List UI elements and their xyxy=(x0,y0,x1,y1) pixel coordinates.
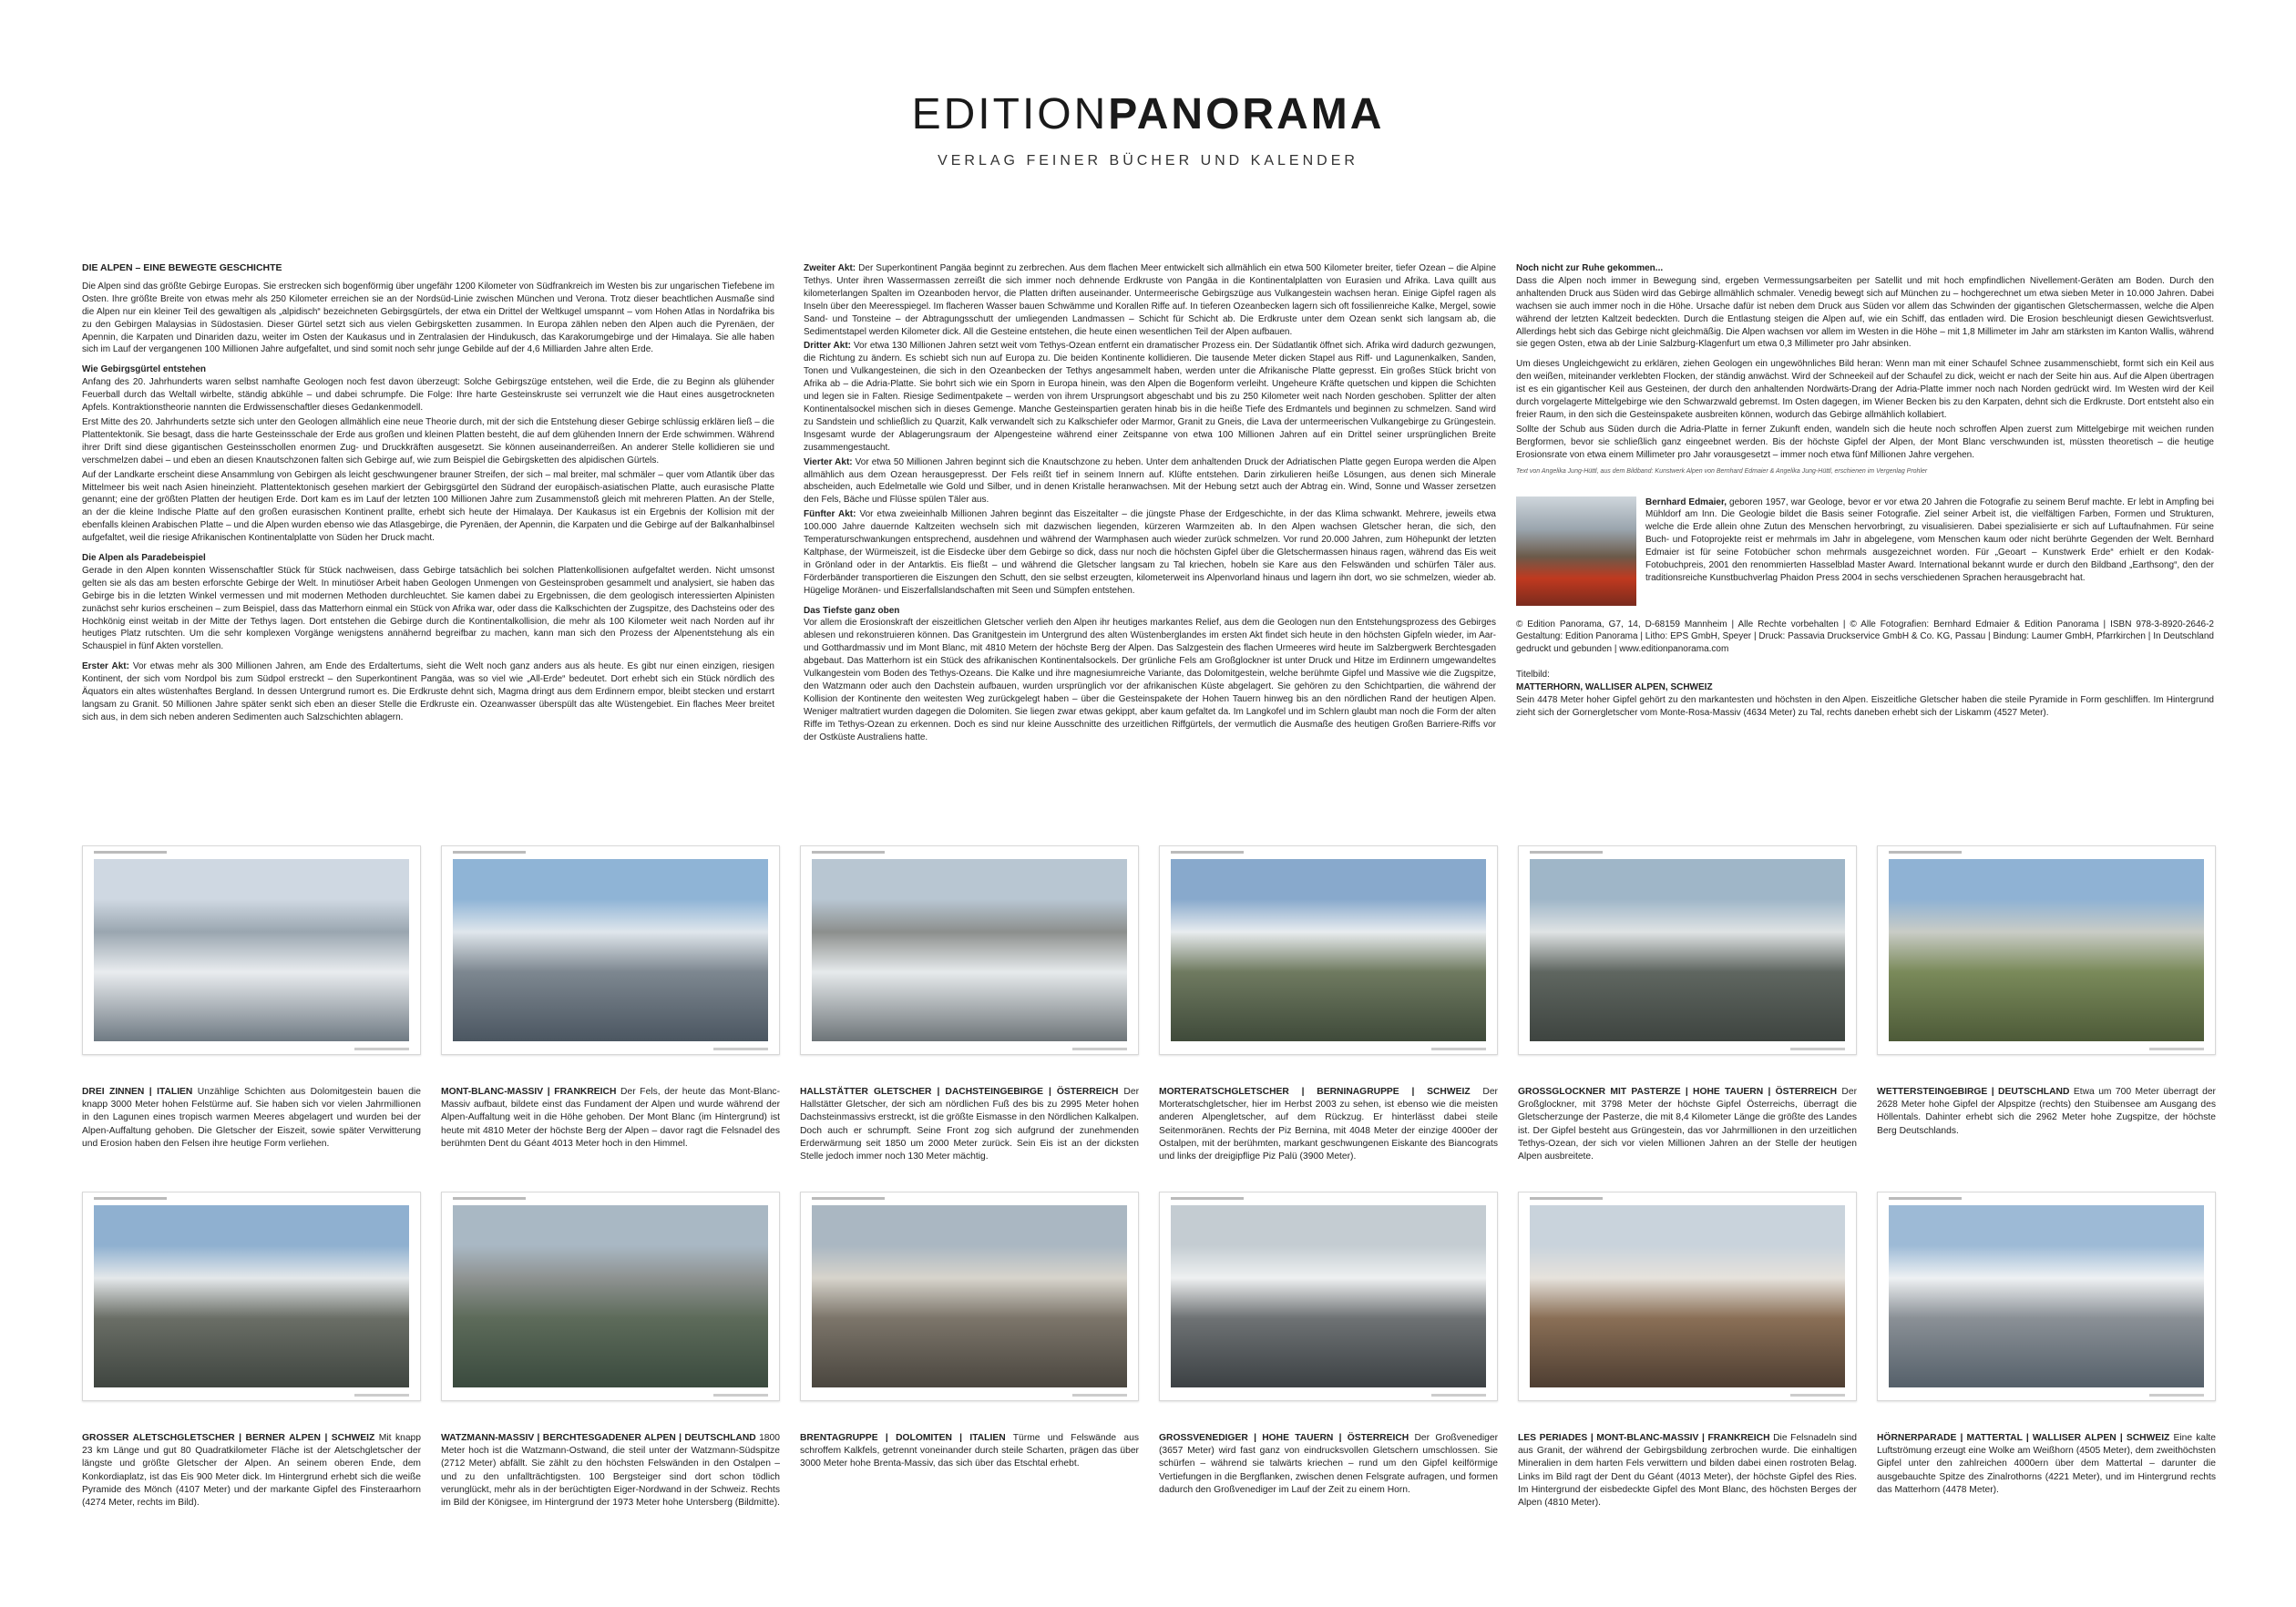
cover-caption-title: MATTERHORN, WALLISER ALPEN, SCHWEIZ xyxy=(1516,682,1713,693)
article-intro: Die Alpen sind das größte Gebirge Europas. Sie erstrecken sich bogenförmig über ungefähr 1200 Kilometer von Südfrankreich im Westen bis zur ungarischen Tiefebene im Osten. Ihre größte Breite von etwas mehr als 250 Kilometer erreichen sie an der Nordsüd-Linie zwischen München und Verona. Trotz dieser beachtlichen Ausmaße sind die Alpen nur ein kleiner Teil des gewaltigen als „alpidisch“ bezeichneten Gebirgsgürtels, der etwa ein Drittel der Weltkugel umspannt – vom Hohen Atlas in Nordafrika bis zu den Gebirgen Malaysias in Südostasien. Dieser Gürtel setzt sich aus vielen Gebirgsketten zusammen. In Europa zählen neben den Alpen auch die Pyrenäen, der Apennin, die Karpaten und Dinariden dazu, weiter im Osten der Kaukasus und in Zentralasien der Hindukusch, das Karakorumgebirge und der Himalaya. Sie alle haben sich im Lauf der vergangenen 100 Millionen Jahre aufgefaltet, und sind somit noch sehr junge Gebilde auf der 4,6 Milliarden Jahre alten Erde. xyxy=(82,281,774,355)
month-caption xyxy=(1877,1432,2216,1497)
act-label: Erster Akt: xyxy=(82,661,129,672)
month-card xyxy=(1159,1192,1498,1401)
brand-light: EDITION xyxy=(911,90,1109,138)
act-text: Vor etwas mehr als 300 Millionen Jahren, am Ende des Erdaltertums, sieht die Welt noch ganz anders aus als heute. Es gibt nur einen einzigen, riesigen Kontinent, der sich vom Nordpol bis zum Südpol erstreckt – den Superkontinent Pangäa, was so viel wie „All-Erde“ bedeutet. Dort erhebt sich ein Stück nördlich des Äquators ein altes wüstenhaftes Bergland. In dessen Untergrund rumort es. Die Erdkruste dehnt sich, Magma dringt aus dem Erdinnern empor, bleibt stecken und erstarrt langsam zu Granit. 50 Millionen Jahre später senkt sich eben an dieser Stelle die Erdkruste ein. Ozeanwasser überspült das alte Wüstengebiet. Ein flaches Meer breitet sich aus, in dem sich neben anderen Sedimenten auch Salzschichten ablagern. xyxy=(82,661,774,722)
caption-text: Der Hallstätter Gletscher, der sich am nördlichen Fuß des bis zu 2995 Meter hohen Dachsteinmassivs erstreckt, ist die größte Eismasse in den Nördlichen Kalkalpen. Doch auch er schrumpft. Seine Front zog sich aufgrund der zunehmenden Erderwärmung seit 1850 um 2000 Meter zurück. Sein Eis ist an der dicksten Stelle jedoch immer noch 130 Meter mächtig. xyxy=(800,1087,1140,1162)
card-footer-line xyxy=(354,1048,409,1050)
month-card xyxy=(800,1192,1139,1401)
month-card xyxy=(800,845,1139,1055)
caption-text: Türme und Felswände aus schroffem Kalkfels, getrennt voneinander durch steile Scharten, prägen das über 3000 Meter hohe Brenta-Massiv, das sich über das Etschtal erhebt. xyxy=(800,1433,1139,1469)
month-caption xyxy=(441,1086,780,1151)
paragraph: Sollte der Schub aus Süden durch die Adria-Platte in ferner Zukunft enden, wandeln sich die heute noch schroffen Alpen zuerst zum Mittelgebirge mit weichen runden Bergformen, bevor sie schließlich ganz eingeebnet werden. Bis der höchste Gipfel der Alpen, der Mont Blanc verschwunden ist, müssten theoretisch – die heutige Erosionsrate von etwa einem Millimeter pro Jahr vorausgesetzt – immer noch etwa fünf Millionen Jahre vergehen. xyxy=(1516,424,2214,460)
paragraph: Gerade in den Alpen konnten Wissenschaftler Stück für Stück nachweisen, dass Gebirge tatsächlich bei solchen Plattenkollisionen aufgefaltet werden. Nicht umsonst gelten sie als das am besten erforschte Gebirge der Welt. In minutiöser Arbeit haben Geologen Unmengen von Gesteinsproben gesammelt und analysiert, sie haben das Gebirge bis in die letzten Winkel vermessen und mit modernen Methoden durchleuchtet. Sie kamen dabei zu Ergebnissen, die dem geologisch interessierten Alpinisten zunächst sehr kurios erscheinen – zum Beispiel, dass das Matterhorn einmal ein Stück von Afrika war, oder dass die Kalkschichten der Zugspitze, des Dachsteins oder des Hochkönig einst weitab in der Mitte der Tethys lagen. Dort entstehen die Gebirge durch die Kontinentalkollision, die mehr als 100 Kilometer weit nach Norden auf ihr heutiges Platz rutschten. Um die sehr komplexen Vorgänge wenigstens annähernd begreifbar zu machen, kann man sich den Prozess der Alpenentstehung als ein Schauspiel in fünf Akten vorstellen. xyxy=(82,565,774,652)
card-footer-line xyxy=(1072,1394,1127,1397)
act-text: Der Superkontinent Pangäa beginnt zu zerbrechen. Aus dem flachen Meer entwickelt sich allmählich ein etwa 500 Kilometer breiter, tiefer Ozean – die Alpine Tethys. Unter ihren Wassermassen zerreißt die sich immer noch dehnende Erdkruste von Pangäa in die Kontinentalplatten von Eurasien und Afrika. Lava quillt aus kilometerlangen Spalten im Ozeanboden hervor, die Platten driften auseinander. Untermeerische Gebirgszüge aus Vulkangestein wachsen heran. Einige Gipfel ragen als Inseln über den Meeresspiegel. Im flacheren Wasser bauen Schwämme und Korallen Riffe auf. In tieferen Ozeanbecken lagern sich oft fossilienreiche Kalke, Mergel, sowie Sand- und Tonsteine – der Abtragungsschutt der umliegenden Landmassen – Schicht für Schicht ab. Die Erdkruste unter dem Ozean senkt sich langsam ab, die Sedimentstapel werden Kilometer dick. All die Gesteine entstehen, die heute einen wesentlichen Teil der Alpen aufbauen. xyxy=(804,263,1496,337)
caption-title: MONT-BLANC-MASSIV | FRANKREICH xyxy=(441,1087,617,1097)
caption-title: DREI ZINNEN | ITALIEN xyxy=(82,1087,193,1097)
caption-title: HALLSTÄTTER GLETSCHER | DACHSTEINGEBIRGE | ÖSTERREICH xyxy=(800,1087,1119,1097)
card-header-line xyxy=(453,851,526,854)
caption-title: MORTERATSCHGLETSCHER | BERNINAGRUPPE | SCHWEIZ xyxy=(1159,1087,1471,1097)
caption-text: Der Morteratschgletscher, hier im Herbst 2003 zu sehen, ist ebenso wie die meisten anderen Alpengletscher, auf dem Rückzug. Er hinterlässt dabei steile Seitenmoränen. Rechts der Piz Bernina, mit 4048 Meter der einzige 4000er der Ostalpen, mit der berühmten, markant geschwungenen Eiskante des Biancograts und links der dreigipflige Piz Palü (3900 Meter). xyxy=(1159,1087,1498,1162)
month-caption xyxy=(82,1432,421,1510)
month-caption xyxy=(1877,1086,2216,1138)
mountain-photo xyxy=(94,1205,409,1387)
act-paragraph xyxy=(804,508,1496,597)
mountain-photo xyxy=(1530,1205,1845,1387)
card-header-line xyxy=(94,1197,167,1200)
month-card xyxy=(82,1192,421,1401)
section-heading: Das Tiefste ganz oben xyxy=(804,605,900,616)
card-header-line xyxy=(1530,851,1603,854)
caption-text: Der Großglockner, mit 3798 Meter der höchste Gipfel Österreichs, überragt die Gletscherzunge der Pasterze, die mit 8,4 Kilometer Länge die größte des Landes ist. Der Gipfel besteht aus Grüngestein, das vor Jahrmillionen in den urzeitlichen Tethys-Ozean, der sich vor vielen Millionen Jahren an der Stelle der heutigen Alpen ausbreitete. xyxy=(1518,1087,1857,1162)
mountain-photo xyxy=(94,859,409,1041)
caption-text: Etwa um 700 Meter überragt der 2628 Meter hohe Gipfel der Alpspitze (rechts) den Stuibensee am Ausgang des Höllentals. Dahinter erhebt sich die 2962 Meter hohe Zugspitze, der höchste Berg Deutschlands. xyxy=(1877,1087,2216,1136)
cover-caption xyxy=(1516,669,2214,720)
paragraph: Um dieses Ungleichgewicht zu erklären, ziehen Geologen ein ungewöhnliches Bild heran: Wenn man mit einer Schaufel Schnee zusammenschiebt, formt sich ein Keil aus den weißen, miteinander verklebten Flocken, der ständig anwächst. Wird der Schneekeil auf der Schaufel zu dick, weicht er nach der Seite hin aus. Auf die Alpen übertragen ist es ein gigantischer Keil aus Gesteinen, der durch den anhaltenden Nordwärts-Drang der Adria-Platte immer noch nach Norden gedrückt wird. Im Westen wird der Keil durch vorgelagerte Mittelgebirge wie den Schwarzwald gebremst. Im Osten dagegen, im Wiener Becken bis zu den Karpaten, dehnt sich die Erdkruste. Dort entsteht also ein freier Raum, in den sich die Gesteinspakete ausbreiten können, wodurch das Gebirge allmählich kollabiert. xyxy=(1516,359,2214,420)
caption-text: Der Fels, der heute das Mont-Blanc-Massiv aufbaut, bildete einst das Fundament der Alpen und wurde während der Alpen-Auffaltung weit in die Höhe gehoben. Der Mont Blanc (im Hintergrund) ist heute mit 4810 Meter der höchste Berg der Alpen – davor ragt die Felsnadel des berühmten Dent du Géant 4013 Meter hoch in den Himmel. xyxy=(441,1087,780,1149)
card-header-line xyxy=(812,851,885,854)
card-footer-line xyxy=(1072,1048,1127,1050)
caption-text: Die Felsnadeln sind aus Granit, der während der Gebirgsbildung zerbrochen wurde. Die einhaltigen Mineralien in dem harten Fels verwittern und bilden dabei einen rostroten Belag. Links im Bild ragt der Dent du Géant (4013 Meter), der höchste Gipfel des Ries. Im Hintergrund der eisbedeckte Gipfel des Mont Blanc, des höchsten Berges der Alpen (4810 Meter). xyxy=(1518,1433,1857,1509)
caption-text: 1800 Meter hoch ist die Watzmann-Ostwand, die steil unter der Watzmann-Südspitze (2712 Meter) abfällt. Sie zählt zu den höchsten Felswänden in den Ostalpen – und zu den unfallträchtigsten. 100 Bergsteiger sind dort schon tödlich verunglückt, mehr als in der berüchtigten Eiger-Nordwand in der Schweiz. Rechts im Bild der Königsee, im Hintergrund der 1973 Meter hohe Untersberg (Bildmitte). xyxy=(441,1433,781,1509)
act-text: Vor etwa zweieinhalb Millionen Jahren beginnt das Eiszeitalter – die jüngste Phase der Erdgeschichte, in der das Klima schwankt. Mehrere, jeweils etwa 100.000 Jahre dauernde Kaltzeiten wechseln sich mit dazwischen liegenden, kürzeren Warmzeiten ab. In den Alpen wachsen Gletscher heran, die sich, den Temperaturschwankungen entsprechend, ausdehnen und während der Warmphasen auch wieder zurück schmelzen. Vor rund 20.000 Jahren, zum Höhepunkt der letzten Kaltphase, der Würmeiszeit, ist die Eisdecke über dem Gebirge so dick, dass nur noch die höchsten Gipfel über die Gletschermassen hinaus ragen, während das Eis weit in Grönland oder in der Antarktis. Eis fließt – und während die Gletscher langsam zu Tal kriechen, hobeln sie Kare aus den Felswänden und schürfen Täler aus. Förderbänder transportieren die Eiszungen den Schutt, den sie selbst erzeugten, kilometerweit ins Alpenvorland hinaus und lagern ihn dort, wo sie schmelzen, wieder ab. Hügelige Moränen- und Eiszerfallslandschaften mit Seen und Sümpfen entstehen. xyxy=(804,509,1496,596)
month-card xyxy=(441,845,780,1055)
caption-title: GROSSER ALETSCHGLETSCHER | BERNER ALPEN | SCHWEIZ xyxy=(82,1433,375,1443)
mountain-photo xyxy=(1171,859,1486,1041)
caption-title: GROSSGLOCKNER MIT PASTERZE | HOHE TAUERN | ÖSTERREICH xyxy=(1518,1087,1838,1097)
mountain-photo xyxy=(1889,859,2204,1041)
card-header-line xyxy=(453,1197,526,1200)
card-footer-line xyxy=(2149,1048,2204,1050)
brand-logo xyxy=(0,90,2296,138)
card-header-line xyxy=(94,851,167,854)
month-card xyxy=(1518,1192,1857,1401)
month-card xyxy=(441,1192,780,1401)
act-label: Fünfter Akt: xyxy=(804,509,856,520)
month-caption xyxy=(1518,1086,1857,1163)
caption-text: Unzählige Schichten aus Dolomitgestein bauen die knapp 3000 Meter hohen Felstürme auf. Sie haben sich vor vielen Jahrmillionen in den Lagunen eines tropisch warmen Meeres abgelagert und wurden bei der Alpen-Auffaltung gehoben. Die Gletscher der Eiszeit, sowie später Verwitterung und Erosion haben den Felsen ihre heutige Form verliehen. xyxy=(82,1087,421,1149)
section-heading: Noch nicht zur Ruhe gekommen... xyxy=(1516,263,1664,273)
caption-text: Eine kalte Luftströmung erzeugt eine Wolke am Weißhorn (4505 Meter), dem zweithöchsten Gipfel unter den zahlreichen 4000ern über dem Mattertal – darunter die ausgebauchte Spitze des Zinalrothorns (4221 Meter), und im Hintergrund rechts das Matterhorn (4478 Meter). xyxy=(1877,1433,2216,1495)
card-footer-line xyxy=(713,1394,768,1397)
month-caption xyxy=(800,1432,1139,1471)
paragraph: Dass die Alpen noch immer in Bewegung sind, ergeben Vermessungsarbeiten per Satellit und mit hoch empfindlichen Nivellement-Geräten am Boden. Durch den anhaltenden Druck aus Süden wird das Gebirge allmählich schmaler. Venedig bewegt sich auf München zu – hochgerechnet um etwa sieben Meter in 10.000 Jahren. Dabei wachsen sie auch immer noch in die Höhe. Ursache dafür ist neben dem Druck aus Süden vor allem das Schwinden der gigantischen Gletschermassen, welche die Alpen während der letzten Kaltzeit bedeckten. Durch die Entlastung steigen die Alpen auf, wie ein Schiff, das entladen wird. Die Erosion beschleunigt diesen Gewichtsverlust. Allerdings hebt sich das Gebirge nicht gleichmäßig. Die Alpen wachsen vor allem im Westen in die Höhe – mit 1,8 Millimeter im Jahr am stärksten im Kanton Wallis, während sie gegen Osten, etwa ab der Linie Salzburg-Klagenfurt um etwa 0,3 Millimeter pro Jahr absinken. xyxy=(1516,275,2214,350)
card-header-line xyxy=(1889,1197,1962,1200)
card-footer-line xyxy=(1790,1048,1845,1050)
article-title: DIE ALPEN – EINE BEWEGTE GESCHICHTE xyxy=(82,262,282,273)
card-footer-line xyxy=(1431,1048,1486,1050)
act-label: Zweiter Akt: xyxy=(804,263,856,273)
mountain-photo xyxy=(1530,859,1845,1041)
mountain-photo xyxy=(812,1205,1127,1387)
article-column-2 xyxy=(804,262,1496,746)
act-label: Vierter Akt: xyxy=(804,456,853,467)
month-card xyxy=(1877,845,2216,1055)
caption-title: GROSSVENEDIGER | HOHE TAUERN | ÖSTERREICH xyxy=(1159,1433,1409,1443)
act-label: Dritter Akt: xyxy=(804,341,851,352)
card-footer-line xyxy=(354,1394,409,1397)
act-paragraph xyxy=(804,340,1496,454)
paragraph: Erst Mitte des 20. Jahrhunderts setzte sich unter den Geologen allmählich eine neue Theorie durch, mit der sich die Entstehung dieser Gebirge schlüssig erklären ließ – die Plattentektonik. Sie besagt, dass die harte Gesteinsschale der Erde aus großen und kleinen Platten besteht, die auf dem glühenden Innern der Erde schwimmen. Während ihrer Drift sind diese gigantischen Gesteinsschollen enormen Zug- und Druckkräften ausgesetzt. Sie können auseinanderreißen. An anderer Stelle kollidieren sie und verschmelzen dabei – und eben an diesen Knautschzonen falten sich Gebirge auf, wie zum Beispiel die Gebirgsketten des alpidischen Gürtels. xyxy=(82,416,774,466)
month-caption xyxy=(441,1432,780,1510)
paragraph: Auf der Landkarte erscheint diese Ansammlung von Gebirgen als leicht geschwungener brauner Streifen, der sich – mal breiter, mal schmäler – quer vom Atlantik über das Mittelmeer bis weit nach Asien hineinzieht. Plattentektonisch gesehen markiert der Gebirgsgürtel den Südrand der europäisch-asiatischen Platte, auch eurasische Platte genannt; eine der größten Platten der heutigen Erde. Dort kam es im Lauf der letzten 100 Millionen Jahre zum Zusammenstoß gleich mit mehreren Platten. An der Stelle, an der die kleine Indische Platte auf den großen eurasischen Kontinent prallte, erhebt sich heute der Himalaya. Der Kaukasus ist ein Ergebnis der Kollision mit der ebenfalls kleinen Arabischen Platte – und die Alpen wurden ebenso wie das Atlasgebirge, die Pyrenäen, der Apennin, die Karpaten und die Gebirge auf der Balkanhalbinsel aufgefaltet, weil die riesige Afrikanischen Kontinentalplatte von Süden her Druck macht. xyxy=(82,469,774,544)
section-heading: Die Alpen als Paradebeispiel xyxy=(82,553,206,564)
caption-text: Der Großvenediger (3657 Meter) wird fast ganz von eindrucksvollen Gletschern umschlossen. Sie schürfen – während sie talwärts kriechen – rund um den Gipfel keilförmige Vertiefungen in die Bergflanken, zwischen denen Felsgrate aufragen, und formen dadurch den Großvenediger im Lauf der Zeit zu einem Horn. xyxy=(1159,1433,1498,1495)
imprint: © Edition Panorama, G7, 14, D-68159 Mannheim | Alle Rechte vorbehalten | © Alle Fotografien: Bernhard Edmaier & Edition Panorama | ISBN 978-3-8920-2646-2 Gestaltung: Edition Panorama | Litho: EPS GmbH, Speyer | Druck: Passavia Druckservice GmbH & Co. KG, Passau | Bindung: Laumer GmbH, Pfarrkirchen | In Deutschland gedruckt und gebunden | www.editionpanorama.com xyxy=(1516,619,2214,655)
act-paragraph xyxy=(804,456,1496,507)
card-footer-line xyxy=(1431,1394,1486,1397)
act-paragraph xyxy=(804,262,1496,338)
caption-text: Mit knapp 23 km Länge und gut 80 Quadratkilometer Fläche ist der Aletschgletscher der längste und größte Gletscher der Alpen. An seinem oberen Ende, dem Konkordiaplatz, ist das Eis 900 Meter dick. Im Hintergrund erhebt sich die weiße Pyramide des Mönch (4107 Meter) und der markante Gipfel des Finsteraarhorn (4274 Meter, rechts im Bild). xyxy=(82,1433,421,1509)
caption-title: BRENTAGRUPPE | DOLOMITEN | ITALIEN xyxy=(800,1433,1006,1443)
card-header-line xyxy=(1889,851,1962,854)
article-column-1 xyxy=(82,262,774,726)
month-card xyxy=(1159,845,1498,1055)
card-footer-line xyxy=(713,1048,768,1050)
brand-bold: PANORAMA xyxy=(1108,90,1385,138)
photographer-portrait xyxy=(1516,496,1636,606)
card-footer-line xyxy=(1790,1394,1845,1397)
mountain-photo xyxy=(453,1205,768,1387)
caption-title: WATZMANN-MASSIV | BERCHTESGADENER ALPEN | DEUTSCHLAND xyxy=(441,1433,756,1443)
month-caption xyxy=(1159,1432,1498,1497)
month-card xyxy=(1518,845,1857,1055)
caption-title: HÖRNERPARADE | MATTERTAL | WALLISER ALPEN | SCHWEIZ xyxy=(1877,1433,2170,1443)
month-caption xyxy=(82,1086,421,1151)
month-caption xyxy=(800,1086,1139,1163)
caption-title: LES PERIADES | MONT-BLANC-MASSIV | FRANKREICH xyxy=(1518,1433,1770,1443)
act-text: Vor etwa 50 Millionen Jahren beginnt sich die Knautschzone zu heben. Unter dem anhaltenden Druck der Adriatischen Platte gegen Europa werden die Alpen allmählich aus dem Ozean herausgepresst. Der Fels reißt tief in seinem Innern auf. Klüfte entstehen. Darin zirkulieren heiße Lösungen, aus denen sich Minerale abscheiden, auch Edelmetalle wie Gold und Silber, und in denen Kristalle heranwachsen. Mit der Hebung setzt auch der Abtrag ein. Wind, Sonne und Wasser zersetzen den Fels, Bäche und Flüsse spülen Täler aus. xyxy=(804,456,1497,506)
mountain-photo xyxy=(1171,1205,1486,1387)
article-column-3 xyxy=(1516,262,2214,720)
bio-name: Bernhard Edmaier, xyxy=(1645,496,1727,507)
card-header-line xyxy=(812,1197,885,1200)
tagline: VERLAG FEINER BÜCHER UND KALENDER xyxy=(938,153,1358,169)
card-header-line xyxy=(1171,851,1244,854)
card-footer-line xyxy=(2149,1394,2204,1397)
card-header-line xyxy=(1530,1197,1603,1200)
bio-text: geboren 1957, war Geologe, bevor er vor etwa 20 Jahren die Fotografie zu seinem Beruf machte. Er lebt in Ampfing bei Mühldorf am Inn. Die Geologie bildet die Basis seiner Fotografie. Ziel seiner Arbeit ist, die vielfältigen Farben, Formen und Strukturen, welche die Erde allein ohne Zutun des Menschen hervorbringt, zu visualisieren. Dabei spezialisierte er sich auf Luftaufnahmen. Für seine Buch- und Fotoprojekte reist er mehrmals im Jahr in abgelegene, vom Menschen kaum oder nicht berührte Gegenden der Welt. Bernhard Edmaier ist für seine Fotobücher schon mehrmals ausgezeichnet worden. Für „Geoart – Kunstwerk Erde“ erhielt er den Kodak-Fotobuchpreis, 2001 den renommierten Hasselblad Master Award. International bekannt wurde er durch den Bildband „Earthsong“, den der traditionsreiche Kunstbuchverlag Phaidon Press 2004 in sechs verschiedenen Sprachen herausgebracht hat. xyxy=(1645,496,2215,583)
cover-caption-text: Sein 4478 Meter hoher Gipfel gehört zu den markantesten und höchsten in den Alpen. Eiszeitliche Gletscher haben die steile Pyramide in Form geschliffen. Im Hintergrund zieht sich der Gornergletscher vom Monte-Rosa-Massiv (4634 Meter) zu Tal, rechts daneben erhebt sich der Liskamm (4527 Meter). xyxy=(1516,695,2214,718)
text-credit: Text von Angelika Jung-Hüttl, aus dem Bildband: Kunstwerk Alpen von Bernhard Edmaier & Angelika Jung-Hüttl, erschienen im Vergenlag Prohler xyxy=(1516,467,1928,475)
mountain-photo xyxy=(1889,1205,2204,1387)
paragraph: Vor allem die Erosionskraft der eiszeitlichen Gletscher verlieh den Alpen ihr heutiges markantes Relief, aus dem die Geologen nun den Entstehungsprozess des Gebirges ablesen und rekonstruieren können. Das Granitgestein im Untergrund des alten Wüstenberglandes im ersten Akt findet sich heute in den höchsten Gipfeln wieder, im Aar- und Gotthardmassiv und im Mont Blanc, mit 4810 Metern der höchste Berg der Alpen. Das Salzgestein des flachen Urmeeres wird heute im Salzbergwerk Berchtesgaden abgebaut. Das Matterhorn ist ein Stück des afrikanischen Kontinentalsockels. Der grünliche Fels am Großglockner ist unter Druck und Hitze im Erdinnern umgewandeltes Vulkangestein vom Boden des Tethys-Ozeans. Die Kalke und ihre magnesiumreiche Variante, das Dolomitgestein, welche berühmte Gipfel und Massive wie die Zugspitze, den Watzmann oder auch den Dachstein aufbauen, wurden ursprünglich vor der afrikanischen Küste abgelagert. Sie gehören zu den Schichtpartien, die während der Kollision der Kontinente den weitesten Weg zurückgelegt haben – über die Gesteinspakete der Hohen Tauern hinweg bis an den nördlichen Rand der heutigen Alpen. Weniger maltratiert wurden dagegen die Dolomiten. Sie liegen zwar etwas gekippt, aber kaum gefaltet da. Im Langkofel und im Schlern glaubt man noch die Form der alten Riffe im Tethys-Ozean zu erkennen. Doch es sind nur kleine Ausschnitte des urzeitlichen Riffgürtels, der vermutlich die Ausmaße des heutigen Großen Barriere-Riffs vor der Ostküste Australiens hatte. xyxy=(804,618,1496,742)
section-heading: Wie Gebirgsgürtel entstehen xyxy=(82,364,207,375)
mountain-photo xyxy=(812,859,1127,1041)
act-paragraph xyxy=(82,660,774,724)
cover-caption-label: Titelbild: xyxy=(1516,670,1550,681)
act-text: Vor etwa 130 Millionen Jahren setzt weit vom Tethys-Ozean entfernt ein dramatischer Prozess ein. Der Südatlantik öffnet sich. Afrika wird dadurch gezwungen, die Richtung zu ändern. Es schiebt sich nun auf Europa zu. Die beiden Kontinente kollidieren. Die tausende Meter dicken Stapel aus Riff- und Lagunenkalken, Sanden, Tonen und Vulkangesteinen, die sich in den Ozeanbecken der Tethys angesammelt haben, werden unter die Afrikanische Platte gepresst. Ein großes Stück bricht von Afrika ab – die Adria-Platte. Sie bohrt sich wie ein Sporn in Europa hinein, was den Alpen die Bogenform verleiht. Ungeheure Kräfte quetschen und kippen die Schichten und legen sie in Falten. Riesige Sedimentpakete – werden von ihrem Ursprungsort abgeschabt und bis zu 250 Kilometer weit nach Norden geschoben. Splitter der alten Kontinentalsockel mischen sich in dieses Gemenge. Manche Gesteinspartien geraten hinab bis in die heiße Tiefe des Erdmantels und beginnen zu schmelzen. Sand wird zu Sandstein und schließlich zu Quarzit, Kalk verwandelt sich zu Kalkschiefer oder Marmor, Granit zu Gneis, die Lava der untermeerischen Vulkangebirge zu Grüngestein. Insgesamt wurde der Ablagerungsraum der Alpengesteine während einer Zeitspanne von etwa 100 Millionen Jahren auf ein Drittel seiner ursprünglichen Breite zusammengestaucht. xyxy=(804,341,1497,453)
photographer-bio xyxy=(1516,496,2214,606)
month-caption xyxy=(1518,1432,1857,1510)
month-caption xyxy=(1159,1086,1498,1163)
paragraph: Anfang des 20. Jahrhunderts waren selbst namhafte Geologen noch fest davon überzeugt: Solche Gebirgszüge entstehen, weil die Erde, die zu Beginn als glühender Feuerball durch das Weltall wirbelte, ständig abkühle – und dabei schrumpfe. Die Folge: Ihre harte Gesteinskruste sei verrunzelt wie die Haut eines ausgetrockneten Apfels. Kontraktionstheorie nannten die Erdwissenschaftler dieses Gedankenmodell. xyxy=(82,377,774,414)
month-card xyxy=(82,845,421,1055)
caption-title: WETTERSTEINGEBIRGE | DEUTSCHLAND xyxy=(1877,1087,2070,1097)
card-header-line xyxy=(1171,1197,1244,1200)
month-card xyxy=(1877,1192,2216,1401)
mountain-photo xyxy=(453,859,768,1041)
